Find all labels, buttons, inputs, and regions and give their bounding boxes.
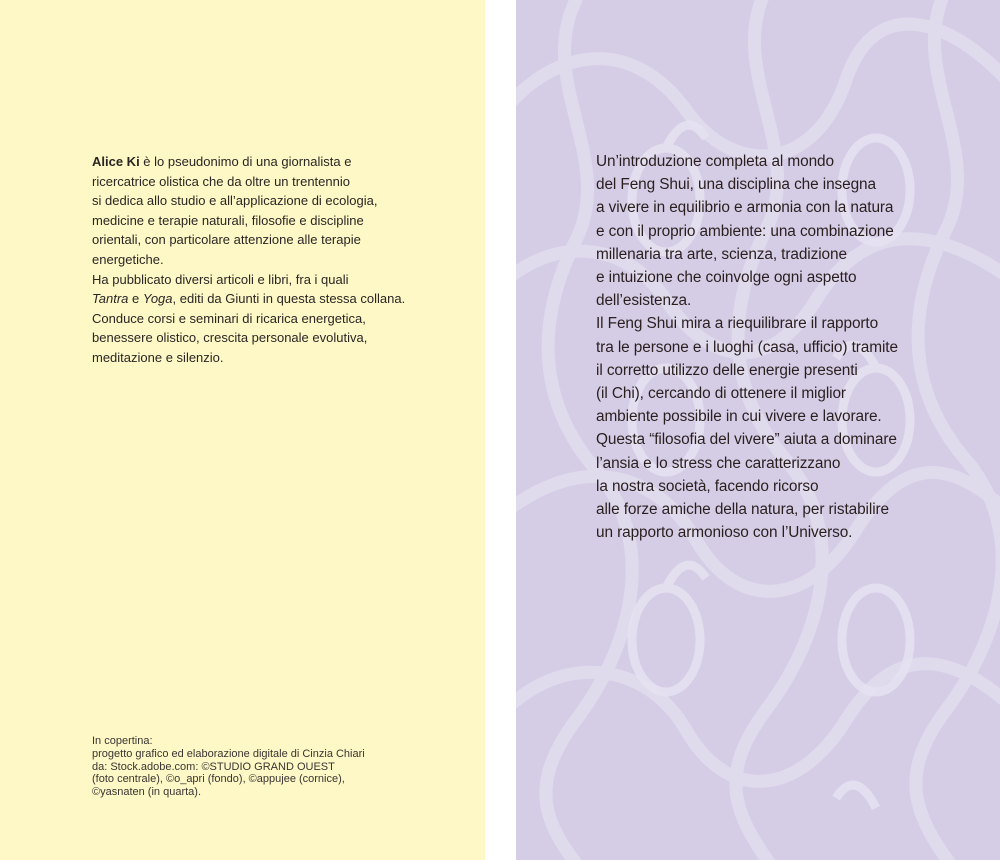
blurb-line: un rapporto armonioso con l’Universo. [596,524,853,542]
bio-line: energetiche. [92,251,164,267]
blurb-line: e intuizione che coinvolge ogni aspetto [596,269,857,287]
credits-line: ©yasnaten (in quarta). [92,786,201,799]
back-cover-blurb [596,150,926,544]
blurb-line: e con il proprio ambiente: una combinazione [596,222,894,240]
blurb-line: Un’introduzione completa al mondo [596,153,834,170]
blurb-line: millenaria tra arte, scienza, tradizione [596,245,847,263]
blurb-line: del Feng Shui, una disciplina che insegna [596,176,876,194]
book-title: Yoga [142,291,173,307]
bio-line: benessere olistico, crescita personale evolutiva, [92,330,368,346]
bio-line: si dedica allo studio e all’applicazione di ecologia, [92,193,378,209]
blurb-line: alle forze amiche della natura, per ristabilire [596,501,889,519]
blurb-line: ambiente possibile in cui vivere e lavorare. [596,408,882,426]
blurb-line: a vivere in equilibrio e armonia con la natura [596,199,894,217]
bio-line: meditazione e silenzio. [92,349,224,365]
bio-line: Tantra e Yoga, editi da Giunti in questa stessa collana. [92,291,406,307]
blurb-line: Questa “filosofia del vivere” aiuta a dominare [596,431,897,449]
blurb-line: la nostra società, facendo ricorso [596,477,819,495]
cover-credits [92,735,392,799]
bio-line: medicine e terapie naturali, filosofie e discipline [92,212,364,228]
bio-line: Alice Ki è lo pseudonimo di una giornalista e [92,154,352,169]
credits-line: In copertina: [92,735,153,747]
blurb-line: dell’esistenza. [596,292,692,310]
blurb-line: (il Chi), cercando di ottenere il miglior [596,385,846,403]
blurb-line: tra le persone e i luoghi (casa, ufficio) tramite [596,338,898,356]
blurb-line: Il Feng Shui mira a riequilibrare il rapporto [596,315,879,333]
bio-line: ricercatrice olistica che da oltre un trentennio [92,173,350,189]
bio-line: orientali, con particolare attenzione alle terapie [92,232,361,248]
credits-line: da: Stock.adobe.com: ©STUDIO GRAND OUEST [92,760,335,773]
book-title: Tantra [92,291,129,307]
left-flap-panel [0,0,485,860]
bio-line: Conduce corsi e seminari di ricarica energetica, [92,310,366,326]
credits-line: (foto centrale), ©o_apri (fondo), ©appujee (cornice), [92,773,345,786]
author-name: Alice Ki [92,154,140,169]
bio-line: Ha pubblicato diversi articoli e libri, fra i quali [92,271,349,287]
author-bio [92,152,422,368]
blurb-line: l’ansia e lo stress che caratterizzano [596,454,841,472]
blurb-line: il corretto utilizzo delle energie presenti [596,361,858,379]
page-gutter [485,0,516,860]
credits-line: progetto grafico ed elaborazione digitale di Cinzia Chiari [92,747,365,760]
